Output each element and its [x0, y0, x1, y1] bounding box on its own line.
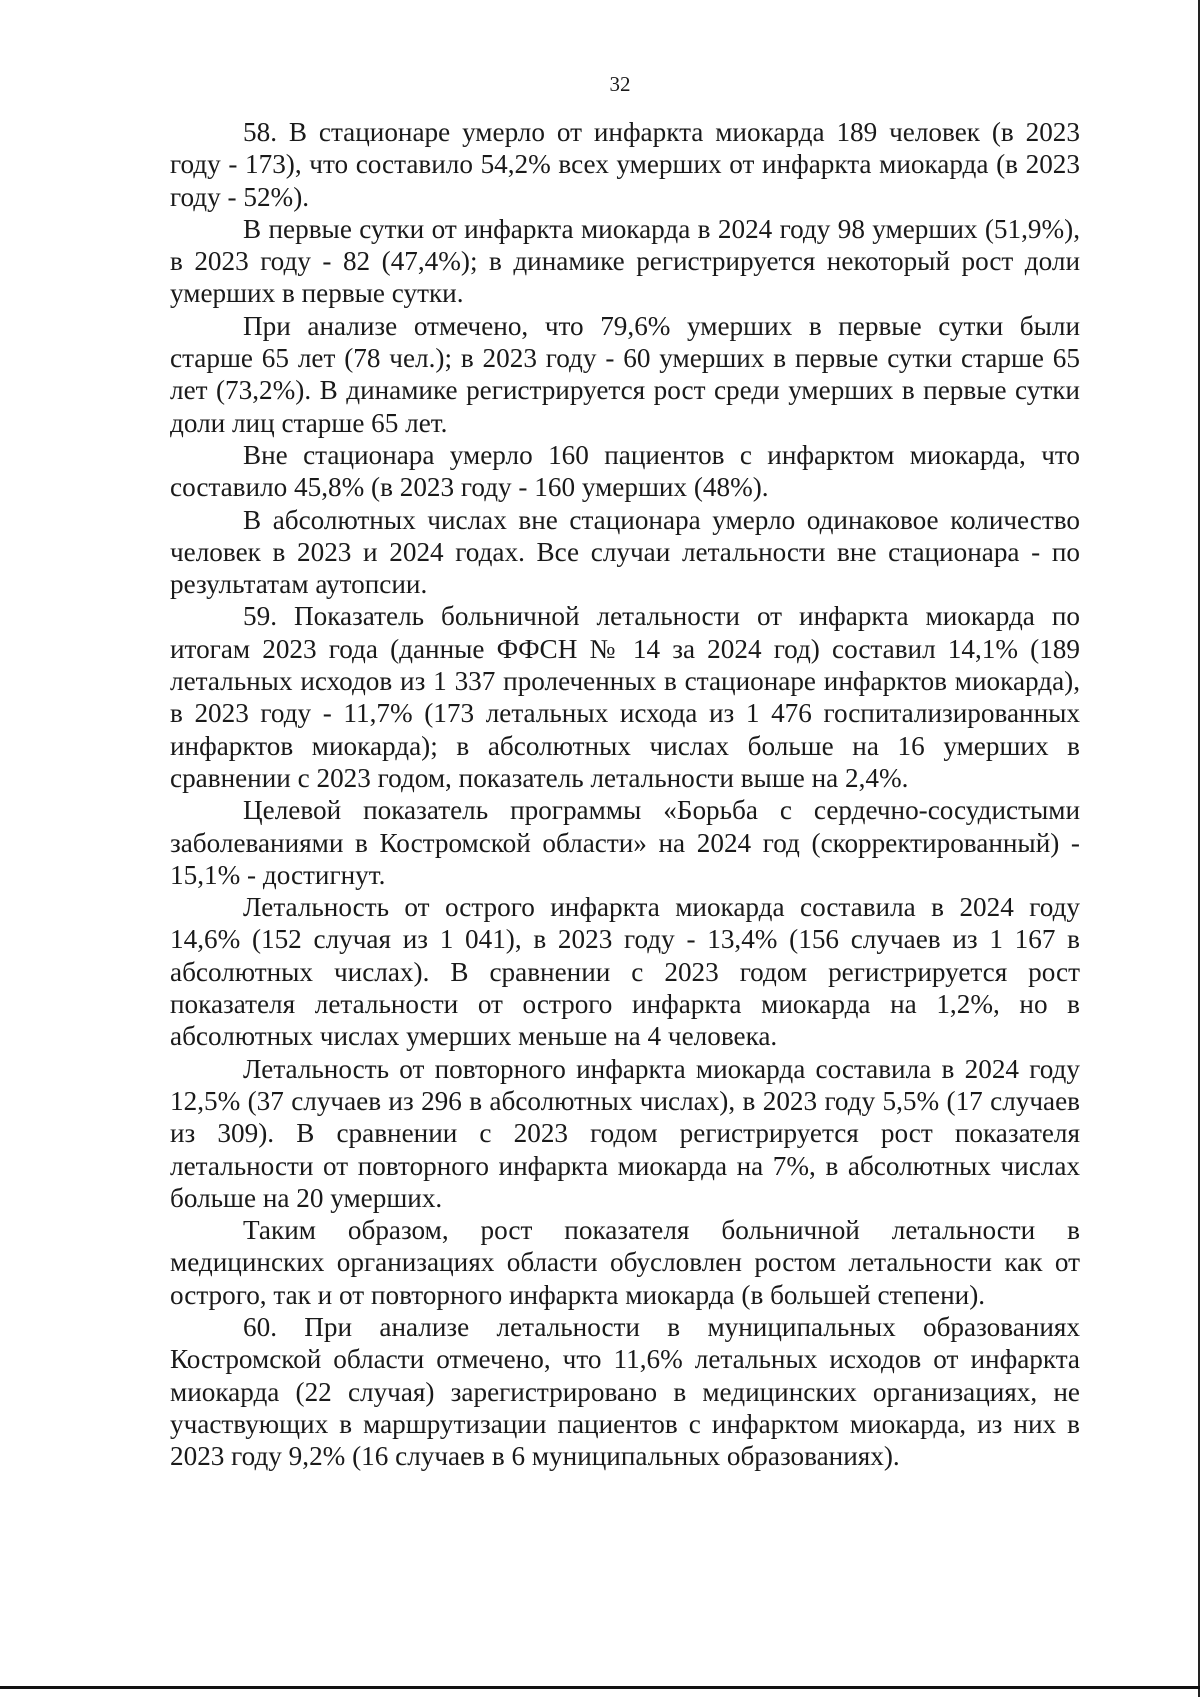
document-body: [170, 116, 1080, 1472]
paragraph-first-day-deaths: В первые сутки от инфаркта миокарда в 2024 году 98 умерших (51,9%), в 2023 году - 82 (47,4%); в динамике регистрируется некоторый рост доли умерших в первые сутки.: [170, 213, 1080, 309]
paragraph-absolute-numbers: В абсолютных числах вне стационара умерло одинаковое количество человек в 2023 и 2024 годах. Все случаи летальности вне стационара - по результатам аутопсии.: [170, 504, 1080, 600]
paragraph-58-inpatient-deaths: 58. В стационаре умерло от инфаркта миокарда 189 человек (в 2023 году - 173), что составило 54,2% всех умерших от инфаркта миокарда (в 2023 году - 52%).: [170, 117, 1080, 212]
paragraph-age-analysis: При анализе отмечено, что 79,6% умерших в первые сутки были старше 65 лет (78 чел.); в 2023 году - 60 умерших в первые сутки старше 65 лет (73,2%). В динамике регистрируется рост среди умерших в первые сутки доли лиц старше 65 лет.: [170, 310, 1080, 438]
paragraph-60-municipal-analysis: 60. При анализе летальности в муниципальных образованиях Костромской области отмечено, что 11,6% летальных исходов от инфаркта миокарда (22 случая) зарегистрировано в медицинских организациях, не участвующих в маршрутизации пациентов с инфарктом миокарда, из них в 2023 году 9,2% (16 случаев в 6 муниципальных образованиях).: [170, 1311, 1080, 1472]
paragraph-acute-mi-mortality: Летальность от острого инфаркта миокарда составила в 2024 году 14,6% (152 случая из 1 041), в 2023 году - 13,4% (156 случаев из 1 167 в абсолютных числах). В сравнении с 2023 годом регистрируется рост показателя летальности от острого инфаркта миокарда на 1,2%, но в абсолютных числах умерших меньше на 4 человека.: [170, 892, 1080, 1052]
paragraph-repeat-mi-mortality: Летальность от повторного инфаркта миокарда составила в 2024 году 12,5% (37 случаев из 296 в абсолютных числах), в 2023 году 5,5% (17 случаев из 309). В сравнении с 2023 годом регистрируется рост показателя летальности от повторного инфаркта миокарда на 7%, в абсолютных числах больше на 20 умерших.: [170, 1053, 1080, 1213]
paragraph-conclusion: Таким образом, рост показателя больничной летальности в медицинских организациях области обусловлен ростом летальности как от острого, так и от повторного инфаркта миокарда (в большей степени).: [170, 1215, 1080, 1310]
paragraph-59-hospital-mortality: 59. Показатель больничной летальности от инфаркта миокарда по итогам 2023 года (данные ФФСН № 14 за 2024 год) составил 14,1% (189 летальных исходов из 1 337 пролеченных в стационаре инфарктов миокарда), в 2023 году - 11,7% (173 летальных исхода из 1 476 госпитализированных инфарктов миокарда); в абсолютных числах больше на 16 умерших в сравнении с 2023 годом, показатель летальности выше на 2,4%.: [170, 601, 1080, 793]
paragraph-target-indicator: Целевой показатель программы «Борьба с сердечно-сосудистыми заболеваниями в Костромской области» на 2024 год (скорректированный) - 15,1% - достигнут.: [170, 795, 1080, 890]
paragraph-outpatient-deaths: Вне стационара умерло 160 пациентов с инфарктом миокарда, что составило 45,8% (в 2023 году - 160 умерших (48%).: [170, 439, 1080, 503]
scan-edge-bottom: [0, 1686, 1200, 1689]
page-number: 32: [609, 72, 631, 96]
